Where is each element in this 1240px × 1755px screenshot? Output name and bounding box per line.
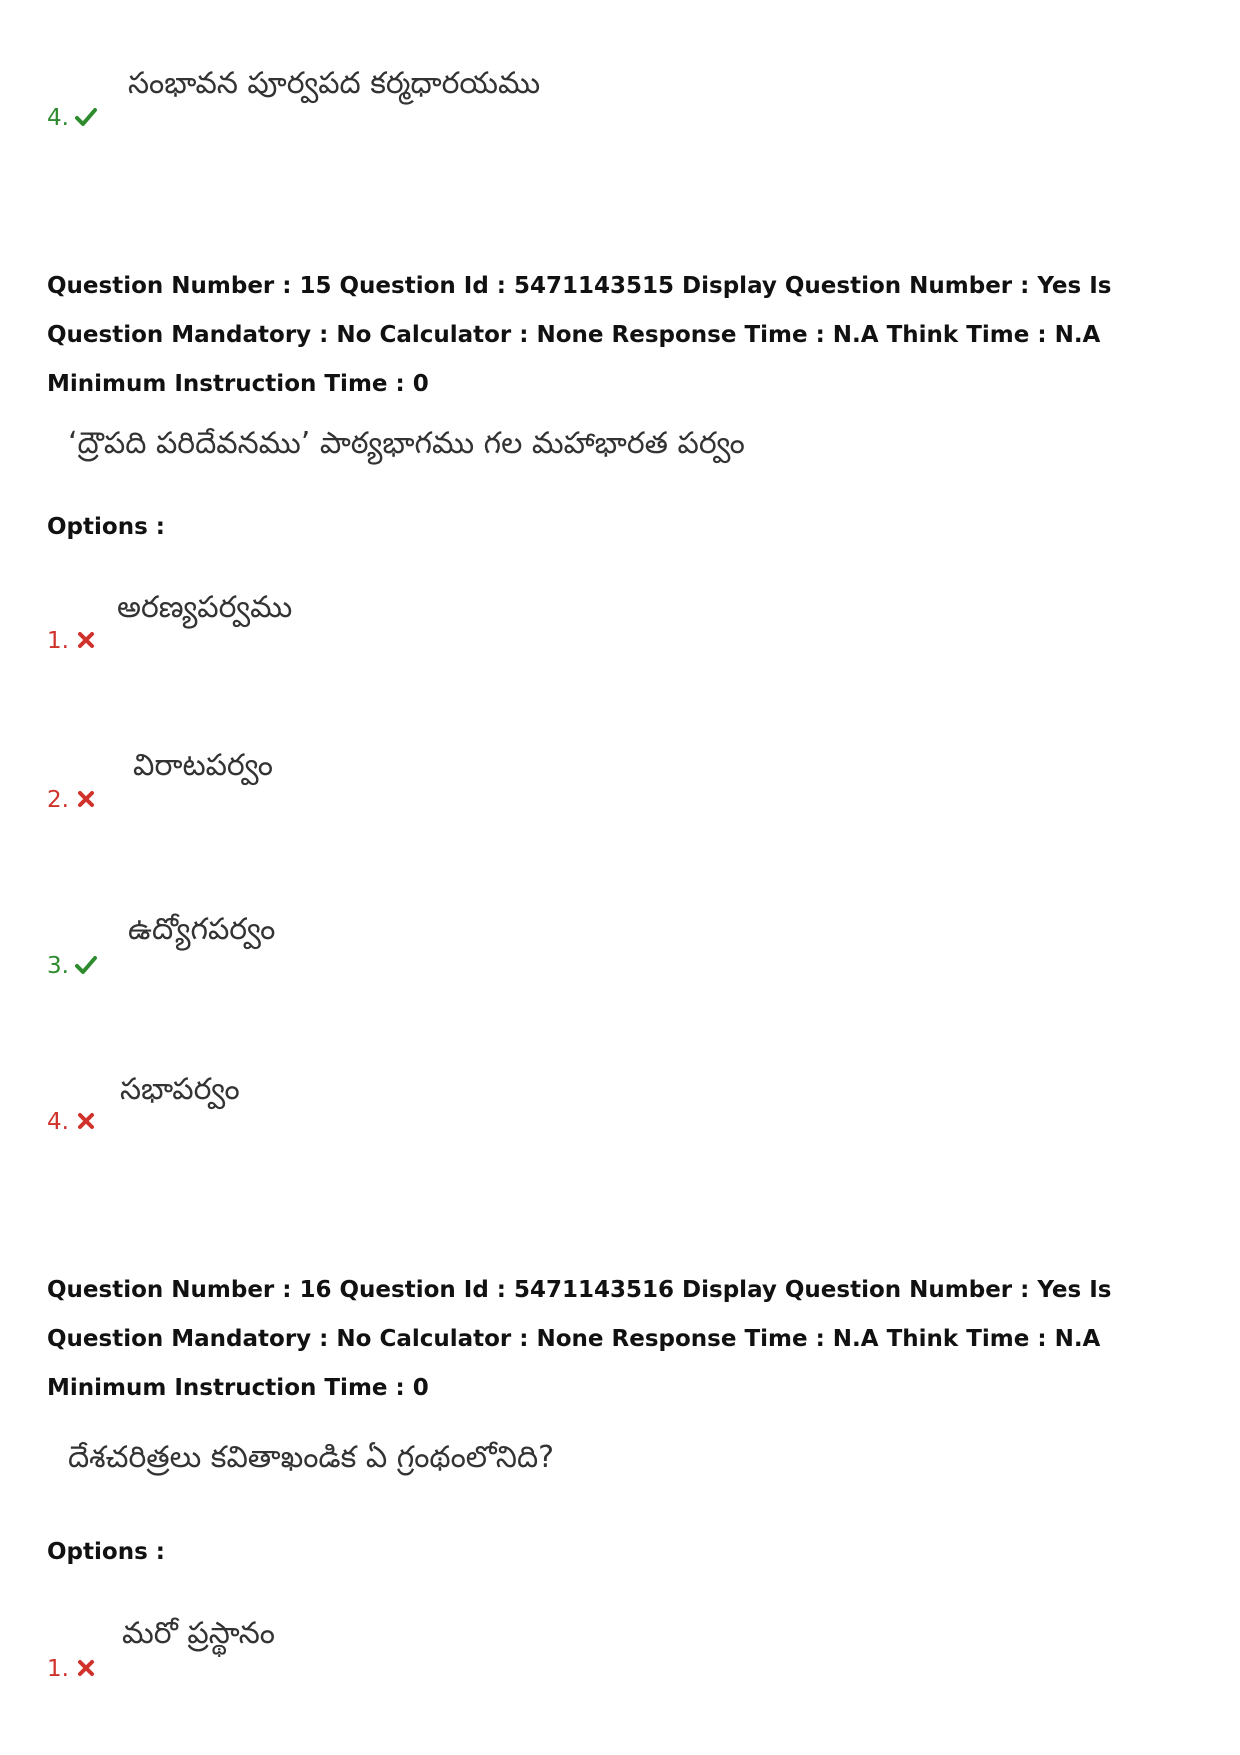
q16-option-1-text: మరో ప్రస్థానం	[122, 1616, 275, 1651]
cross-icon	[75, 1111, 97, 1131]
question-15-text: ‘ద్రౌపది పరిదేవనము’ పాఠ్యభాగము గల మహాభారత పర్వం	[68, 426, 745, 461]
question-16-meta: Question Number : 16 Question Id : 5471143516 Display Question Number : Yes Is Question Mandatory : No Calculator : None Response Time : N.A Think Time : N.A Minimum Instruction Time : 0	[47, 1277, 1112, 1401]
q15-option-2-text: విరాటపర్వం	[133, 748, 274, 783]
option-number: 4.	[47, 1109, 69, 1135]
q15-option-2-number	[47, 786, 97, 814]
q15-option-4-text: సభాపర్వం	[120, 1072, 240, 1107]
question-16-options-label: Options :	[47, 1539, 165, 1565]
check-icon	[75, 955, 97, 975]
q15-option-3-number	[47, 952, 97, 980]
question-15-options-label: Options :	[47, 514, 165, 540]
q15-option-4-number	[47, 1108, 97, 1136]
question-16-text: దేశచరిత్రలు కవితాఖండిక ఏ గ్రంథంలోనిది?	[68, 1440, 555, 1475]
option-number: 4.	[47, 105, 69, 131]
option-number: 3.	[47, 953, 69, 979]
cross-icon	[75, 1658, 97, 1678]
cross-icon	[75, 630, 97, 650]
option-number: 1.	[47, 1656, 69, 1682]
question-15-meta: Question Number : 15 Question Id : 5471143515 Display Question Number : Yes Is Question Mandatory : No Calculator : None Response Time : N.A Think Time : N.A Minimum Instruction Time : 0	[47, 273, 1112, 397]
check-icon	[75, 107, 97, 127]
prev-option-4-number	[47, 104, 97, 132]
q16-option-1-number	[47, 1655, 97, 1683]
q15-option-1-text: అరణ్యపర్వము	[117, 590, 293, 625]
q15-option-1-number	[47, 627, 97, 655]
q15-option-3-text: ఉద్యోగపర్వం	[128, 912, 276, 947]
cross-icon	[75, 789, 97, 809]
option-number: 1.	[47, 628, 69, 654]
prev-option-4-text: సంభావన పూర్వపద కర్మధారయము	[128, 66, 541, 101]
option-number: 2.	[47, 787, 69, 813]
